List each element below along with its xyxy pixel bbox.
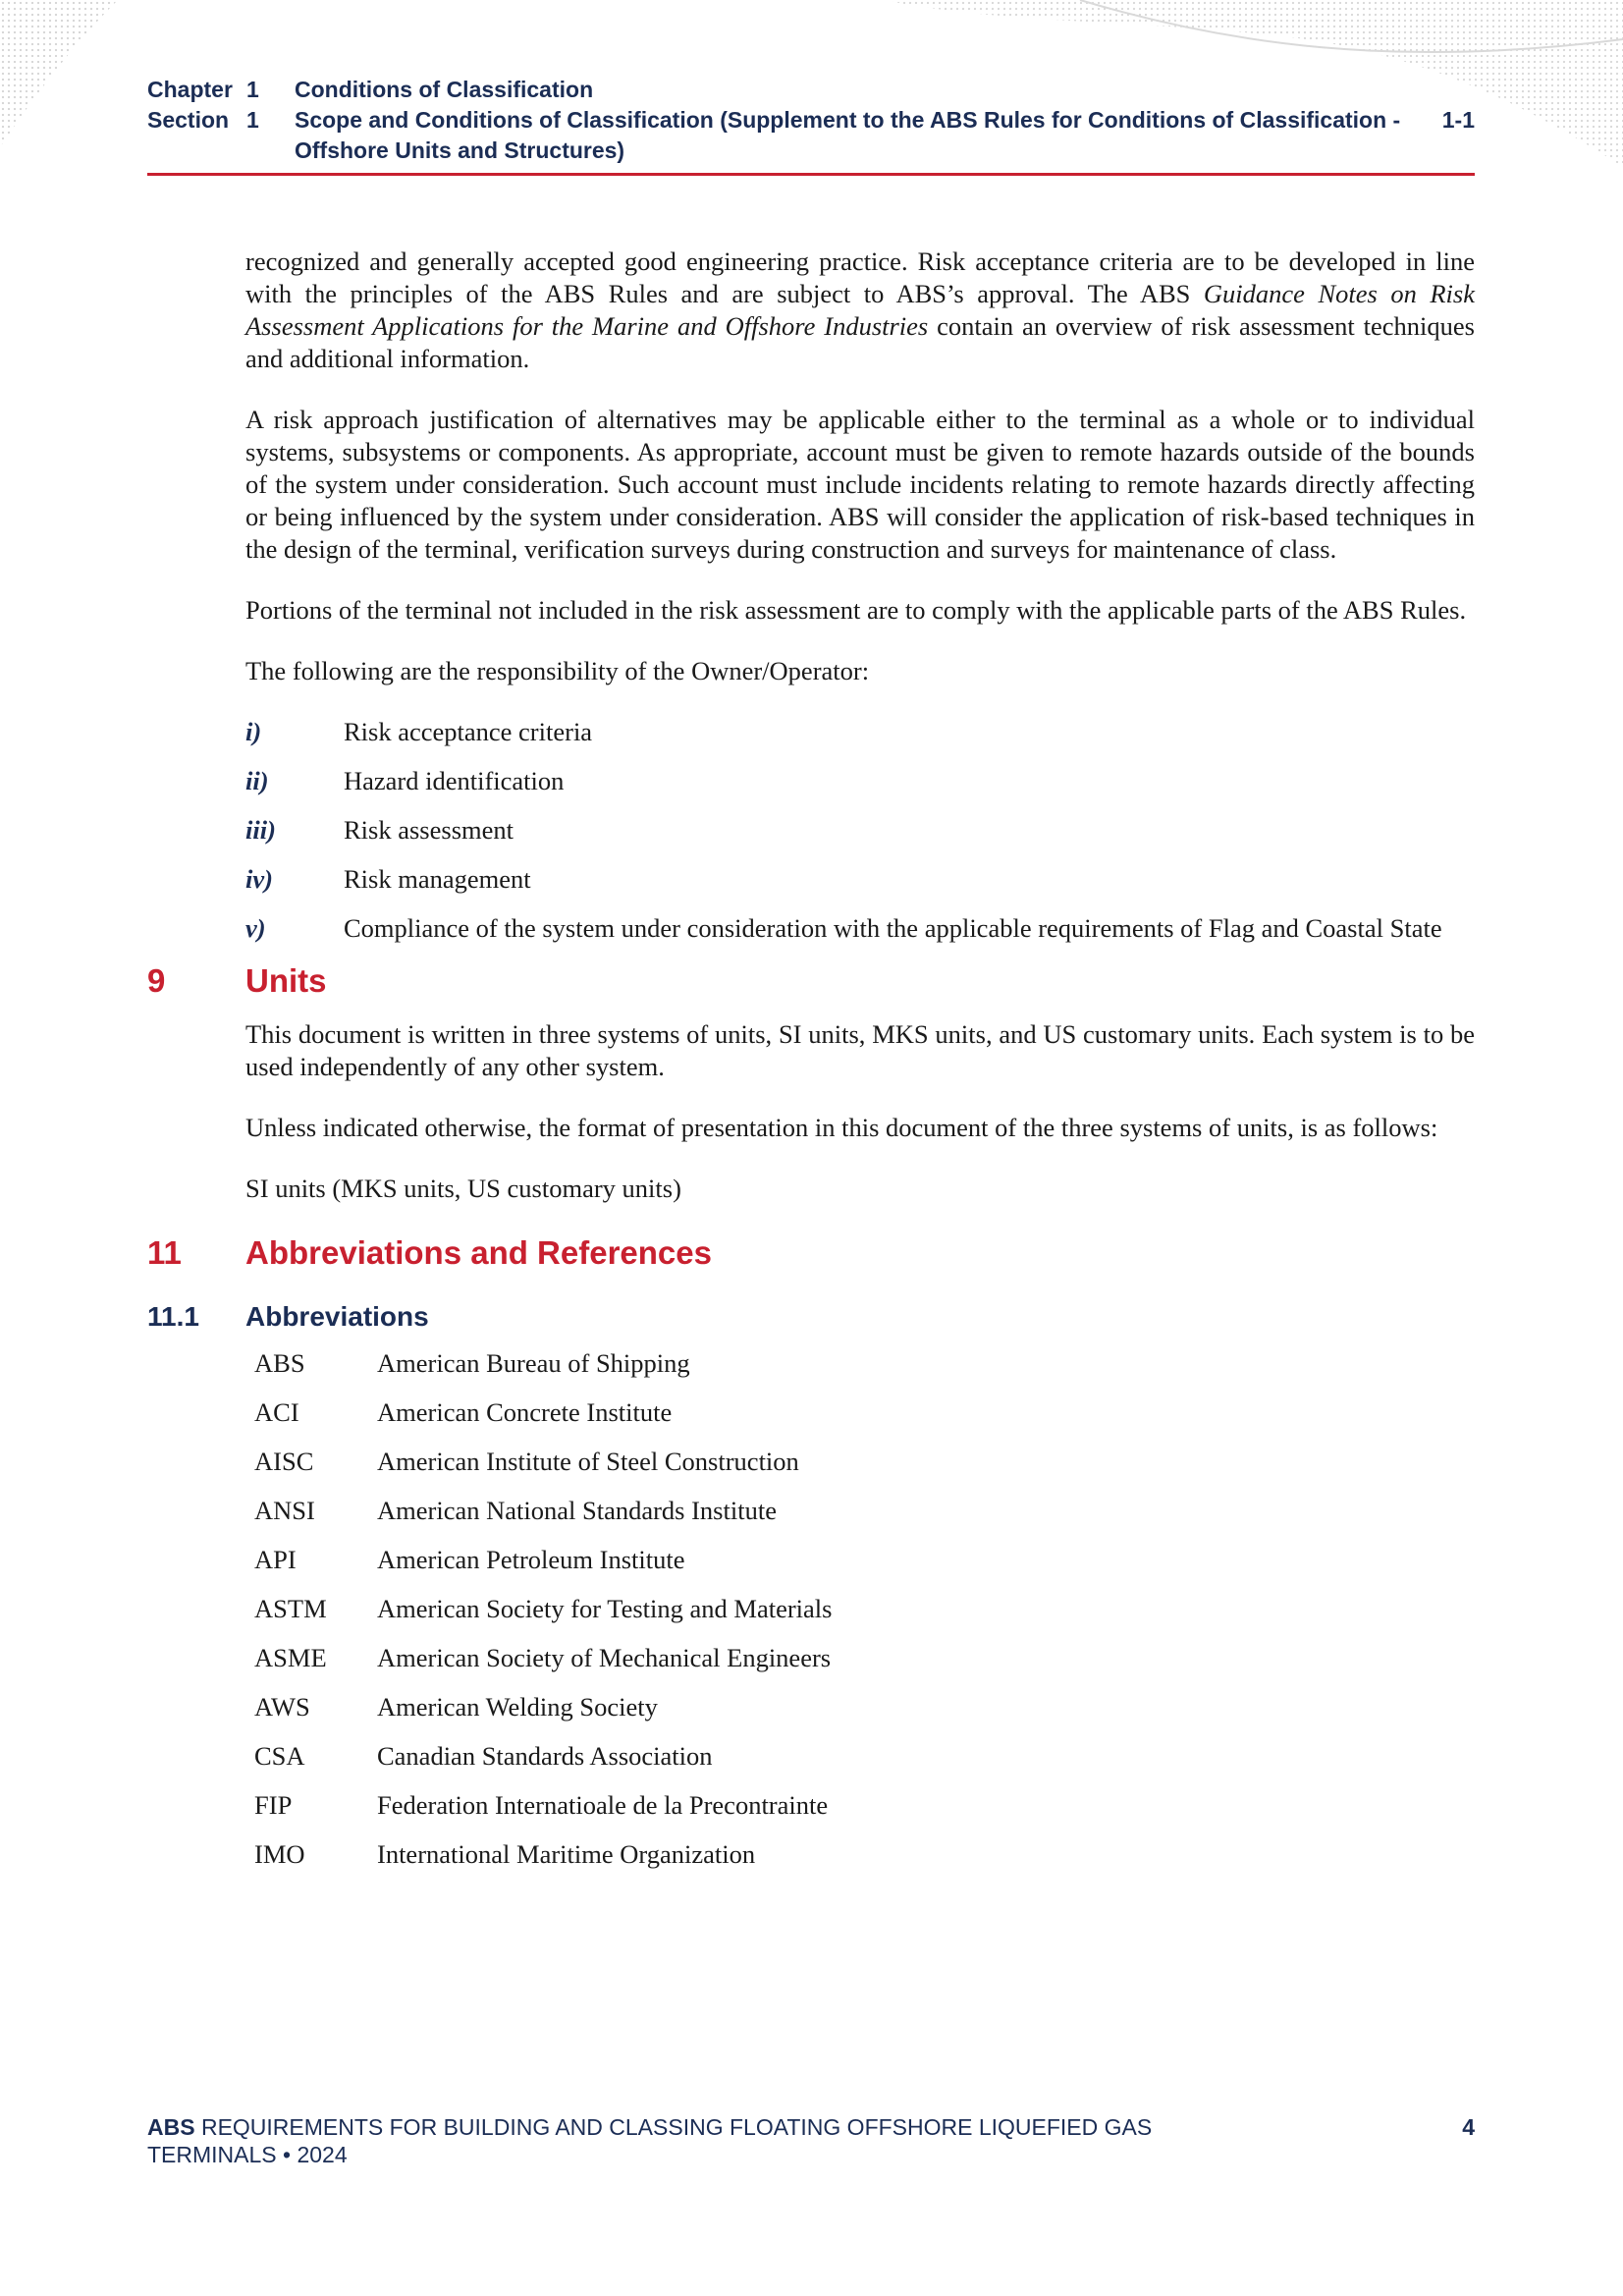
page-footer xyxy=(147,2113,1475,2168)
paragraph: Portions of the terminal not included in the risk assessment are to comply with the applicable parts of the ABS Rules. xyxy=(245,595,1467,625)
list-item: iii) Risk assessment xyxy=(245,815,514,845)
abbreviation-row: AISC American Institute of Steel Construction xyxy=(254,1447,799,1476)
list-item: i) Risk acceptance criteria xyxy=(245,717,593,746)
section-title: Scope and Conditions of Classification (Supplement to the ABS Rules for Conditions of Classification - Offshore Units and Structures) xyxy=(295,107,1401,163)
page-reference: 1-1 xyxy=(1441,107,1475,133)
abbreviation-row: IMO International Maritime Organization xyxy=(254,1839,756,1869)
subsection-heading-abbreviations: 11.1 Abbreviations xyxy=(147,1301,429,1332)
chapter-label: Chapter xyxy=(147,77,233,102)
chapter-title: Conditions of Classification xyxy=(295,77,594,102)
paragraph: SI units (MKS units, US customary units) xyxy=(245,1174,681,1203)
section-number: 1 xyxy=(246,107,259,133)
abbreviation-row: ABS American Bureau of Shipping xyxy=(254,1348,690,1378)
list-item: iv) Risk management xyxy=(245,864,531,894)
paragraph: The following are the responsibility of the Owner/Operator: xyxy=(245,656,870,685)
abbreviation-row: ASTM American Society for Testing and Materials xyxy=(254,1594,833,1623)
paragraph: This document is written in three systems of units, SI units, MKS units, and US customary units. Each system is to be used independently of any other system. xyxy=(245,1019,1475,1081)
abbreviation-table xyxy=(245,1347,1475,1871)
abbreviation-row: AWS American Welding Society xyxy=(254,1692,658,1722)
guidance-notes-title: Guidance Notes on Risk Assessment Applications for the Marine and Offshore Industries xyxy=(245,279,1475,341)
section-heading-abbreviations-references: 11 Abbreviations and References xyxy=(147,1234,712,1271)
abbreviation-row: API American Petroleum Institute xyxy=(254,1545,685,1574)
responsibility-list xyxy=(245,716,1475,945)
list-item: v) Compliance of the system under consideration with the applicable requirements of Flag and Coastal State xyxy=(245,913,1442,943)
paragraph: Unless indicated otherwise, the format of presentation in this document of the three systems of units, is as follows: xyxy=(245,1113,1438,1142)
page-header xyxy=(147,75,1475,166)
abbreviation-row: FIP Federation Internatioale de la Precontrainte xyxy=(254,1790,829,1820)
abbreviation-row: ANSI American National Standards Institute xyxy=(254,1496,777,1525)
paragraph: recognized and generally accepted good engineering practice. Risk acceptance criteria are to be developed in line with the principles of the ABS Rules and are subject to ABS’s approval. The ABS Guidance Notes on Risk Assessment Applications for the Marine and Offshore Industries contain an overview of risk assessment techniques and additional information. xyxy=(245,246,1475,373)
page-number: 4 xyxy=(1462,2114,1475,2140)
section-label: Section xyxy=(147,107,230,133)
header-chapter-row xyxy=(147,75,1475,105)
list-item: ii) Hazard identification xyxy=(245,766,565,795)
abbreviation-row: ASME American Society of Mechanical Engineers xyxy=(254,1643,832,1672)
header-section-row xyxy=(147,105,1475,166)
document-body xyxy=(147,246,1475,1887)
section-heading-units: 9 Units xyxy=(147,962,327,999)
header-divider xyxy=(147,173,1475,176)
abbreviation-row: CSA Canadian Standards Association xyxy=(254,1741,713,1771)
chapter-number: 1 xyxy=(246,77,259,102)
paragraph: A risk approach justification of alternatives may be applicable either to the terminal as a whole or to individual systems, subsystems or components. As appropriate, account must be given to remote hazards outside of the bounds of the system under consideration. Such account must include incidents relating to remote hazards directly affecting or being influenced by the system under consideration. ABS will consider the application of risk-based techniques in the design of the terminal, verification surveys during construction and surveys for maintenance of class. xyxy=(245,405,1475,564)
footer-title: ABS REQUIREMENTS FOR BUILDING AND CLASSING FLOATING OFFSHORE LIQUEFIED GAS TERMINALS • 2024 xyxy=(147,2114,1153,2167)
footer-brand: ABS xyxy=(147,2114,195,2140)
abbreviation-row: ACI American Concrete Institute xyxy=(254,1397,673,1427)
